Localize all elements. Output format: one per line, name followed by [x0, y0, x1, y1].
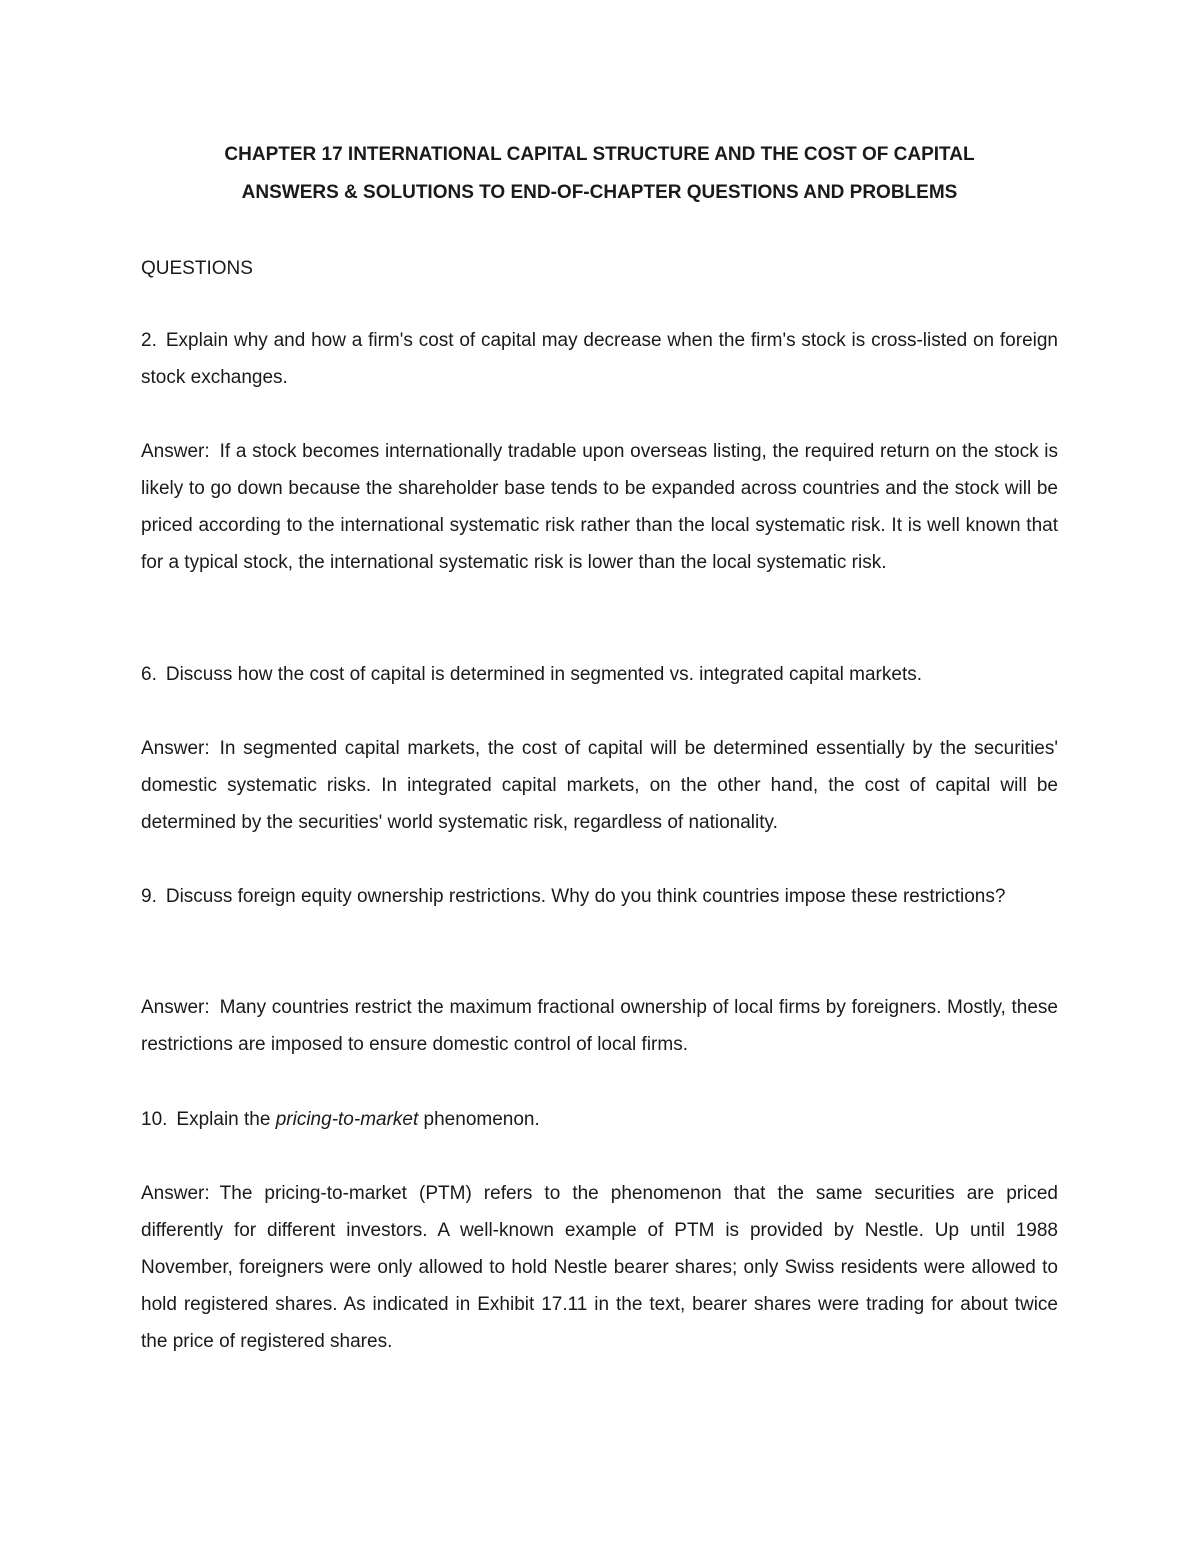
- question-number: 2.: [141, 330, 157, 351]
- question-number: 6.: [141, 664, 157, 685]
- answer-label: Answer:: [141, 738, 210, 759]
- question-text-after: phenomenon.: [423, 1109, 540, 1130]
- answer-label: Answer:: [141, 997, 210, 1018]
- question-text: Discuss foreign equity ownership restrictions. Why do you think countries impose these restrictions?: [165, 886, 1006, 907]
- question-emphasis: pricing-to-market: [275, 1109, 419, 1130]
- question-9: [141, 878, 1058, 915]
- chapter-title: CHAPTER 17 INTERNATIONAL CAPITAL STRUCTURE AND THE COST OF CAPITAL: [224, 144, 975, 165]
- answer-text: The pricing-to-market (PTM) refers to the phenomenon that the same securities are priced differently for different investors. A well-known example of PTM is provided by Nestle. Up until 1988 November, foreigners were only allowed to hold Nestle bearer shares; only Swiss residents were allowed to hold registered shares. As indicated in Exhibit 17.11 in the text, bearer shares were trading for about twice the price of registered shares.: [141, 1183, 1058, 1352]
- section-heading: QUESTIONS: [141, 258, 253, 279]
- question-number: 10.: [141, 1109, 168, 1130]
- answer-label: Answer:: [141, 441, 210, 462]
- answer-text: In segmented capital markets, the cost of capital will be determined essentially by the securities' domestic systematic risks. In integrated capital markets, on the other hand, the cost of capital will be determined by the securities' world systematic risk, regardless of nationality.: [141, 738, 1058, 833]
- answer-2: [141, 433, 1058, 581]
- question-text: Discuss how the cost of capital is determined in segmented vs. integrated capital markets.: [165, 664, 922, 685]
- answer-text: If a stock becomes internationally tradable upon overseas listing, the required return on the stock is likely to go down because the shareholder base tends to be expanded across countries and the stock will be priced according to the international systematic risk rather than the local systematic risk. It is well known that for a typical stock, the international systematic risk is lower than the local systematic risk.: [141, 441, 1058, 573]
- answer-10: [141, 1175, 1058, 1360]
- answer-6: [141, 730, 1058, 841]
- question-10: [141, 1101, 1058, 1138]
- question-number: 9.: [141, 886, 157, 907]
- question-text-before: Explain the: [176, 1109, 271, 1130]
- answer-label: Answer:: [141, 1183, 210, 1204]
- answer-9: [141, 989, 1058, 1063]
- question-text: Explain why and how a firm's cost of capital may decrease when the firm's stock is cross-listed on foreign stock exchanges.: [141, 330, 1058, 388]
- answer-text: Many countries restrict the maximum fractional ownership of local firms by foreigners. Mostly, these restrictions are imposed to ensure domestic control of local firms.: [141, 997, 1058, 1055]
- chapter-subtitle: ANSWERS & SOLUTIONS TO END-OF-CHAPTER QUESTIONS AND PROBLEMS: [241, 182, 958, 203]
- question-6: [141, 656, 1058, 693]
- question-2: [141, 322, 1058, 396]
